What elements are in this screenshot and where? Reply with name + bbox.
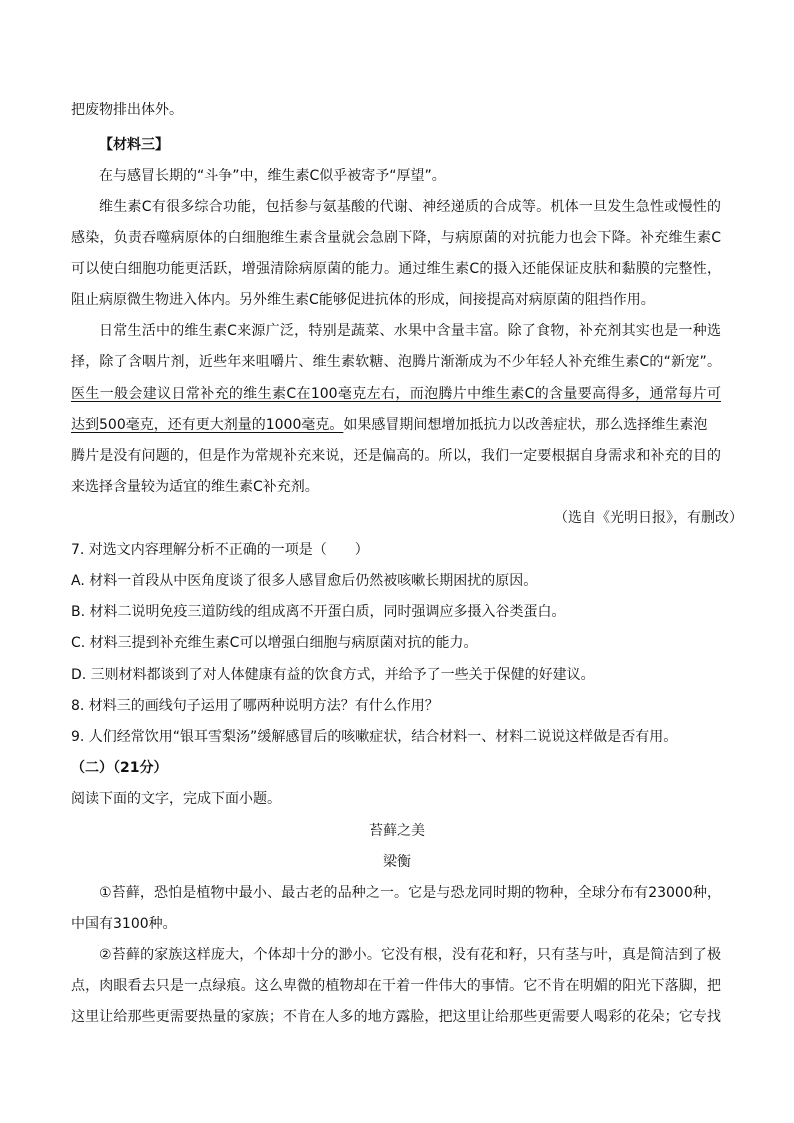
underlined-sentence: 达到500毫克，还有更大剂量的1000毫克。 — [71, 417, 344, 433]
text-line: 感染，负责吞噬病原体的白细胞维生素含量就会急剧下降，与病原菌的对抗能力也会下降。补充维生素C — [71, 230, 721, 246]
paragraph-1: ①苔藓，恐怕是植物中最小、最古老的品种之一。它是与恐龙同时期的物种，全球分布有23000种， — [99, 885, 721, 901]
question-9: 9. 人们经常饮用“银耳雪梨汤”缓解感冒后的咳嗽症状，结合材料一、材料二说说这样做是否有用。 — [71, 729, 678, 745]
instruction: 阅读下面的文字，完成下面小题。 — [71, 791, 281, 807]
text-line: 点，肉眼看去只是一点绿痕。这么卑微的植物却在干着一件伟大的事情。它不肯在明媚的阳光下落脚，把 — [71, 978, 721, 994]
text-line — [71, 415, 721, 435]
text-span: 如果感冒期间想增加抵抗力以改善症状，那么选择维生素泡 — [343, 417, 708, 433]
text-line: 在与感冒长期的“斗争”中，维生素C似乎被寄予“厚望”。 — [99, 168, 446, 184]
text-line: 把废物排出体外。 — [71, 102, 183, 118]
text-line: 择，除了含咽片剂，近些年来咀嚼片、维生素软糖、泡腾片渐渐成为不少年轻人补充维生素C的“新宠”。 — [71, 354, 721, 370]
text-line: 日常生活中的维生素C来源广泛，特别是蔬菜、水果中含量丰富。除了食物，补充剂其实也是一种选 — [99, 323, 721, 339]
question-8: 8. 材料三的画线句子运用了哪两种说明方法？有什么作用？ — [71, 698, 439, 714]
text-line: 中国有3100种。 — [71, 916, 177, 932]
article-title: 苔藓之美 — [369, 823, 425, 839]
option-a: A. 材料一首段从中医角度谈了很多人感冒愈后仍然被咳嗽长期困扰的原因。 — [71, 573, 538, 589]
text-line: 阻止病原微生物进入体内。另外维生素C能够促进抗体的形成，间接提高对病原菌的阻挡作用。 — [71, 292, 655, 308]
text-line: 维生素C有很多综合功能，包括参与氨基酸的代谢、神经递质的合成等。机体一旦发生急性或慢性的 — [99, 199, 721, 215]
option-c: C. 材料三提到补充维生素C可以增强白细胞与病原菌对抗的能力。 — [71, 635, 478, 651]
underlined-sentence: 医生一般会建议日常补充的维生素C在100毫克左右，而泡腾片中维生素C的含量要高得多，通常每片可 — [71, 386, 721, 402]
text-line: 可以使白细胞功能更活跃，增强清除病原菌的能力。通过维生素C的摄入还能保证皮肤和黏膜的完整性， — [71, 261, 721, 277]
text-line: 来选择含量较为适宜的维生素C补充剂。 — [71, 479, 319, 495]
text-line: 这里让给那些更需要热量的家族；不肯在人多的地方露脸，把这里让给那些更需要人喝彩的花朵；它专找 — [71, 1009, 721, 1025]
section-heading-2: （二）（21分） — [71, 760, 168, 776]
article-author: 梁衡 — [383, 854, 411, 870]
paragraph-2: ②苔藓的家族这样庞大，个体却十分的渺小。它没有根，没有花和籽，只有茎与叶，真是简洁到了极 — [99, 947, 721, 963]
text-line: 腾片是没有问题的，但是作为常规补充来说，还是偏高的。所以，我们一定要根据自身需求和补充的目的 — [71, 448, 721, 464]
source-citation: （选自《光明日报》，有删改） — [554, 510, 743, 526]
question-7: 7. 对选文内容理解分析不正确的一项是（ ） — [71, 542, 369, 558]
section-heading-material-3: 【材料三】 — [99, 137, 169, 153]
option-b: B. 材料二说明免疫三道防线的组成离不开蛋白质，同时强调应多摄入谷类蛋白。 — [71, 604, 566, 620]
option-d: D. 三则材料都谈到了对人体健康有益的饮食方式，并给予了一些关于保健的好建议。 — [71, 667, 595, 683]
